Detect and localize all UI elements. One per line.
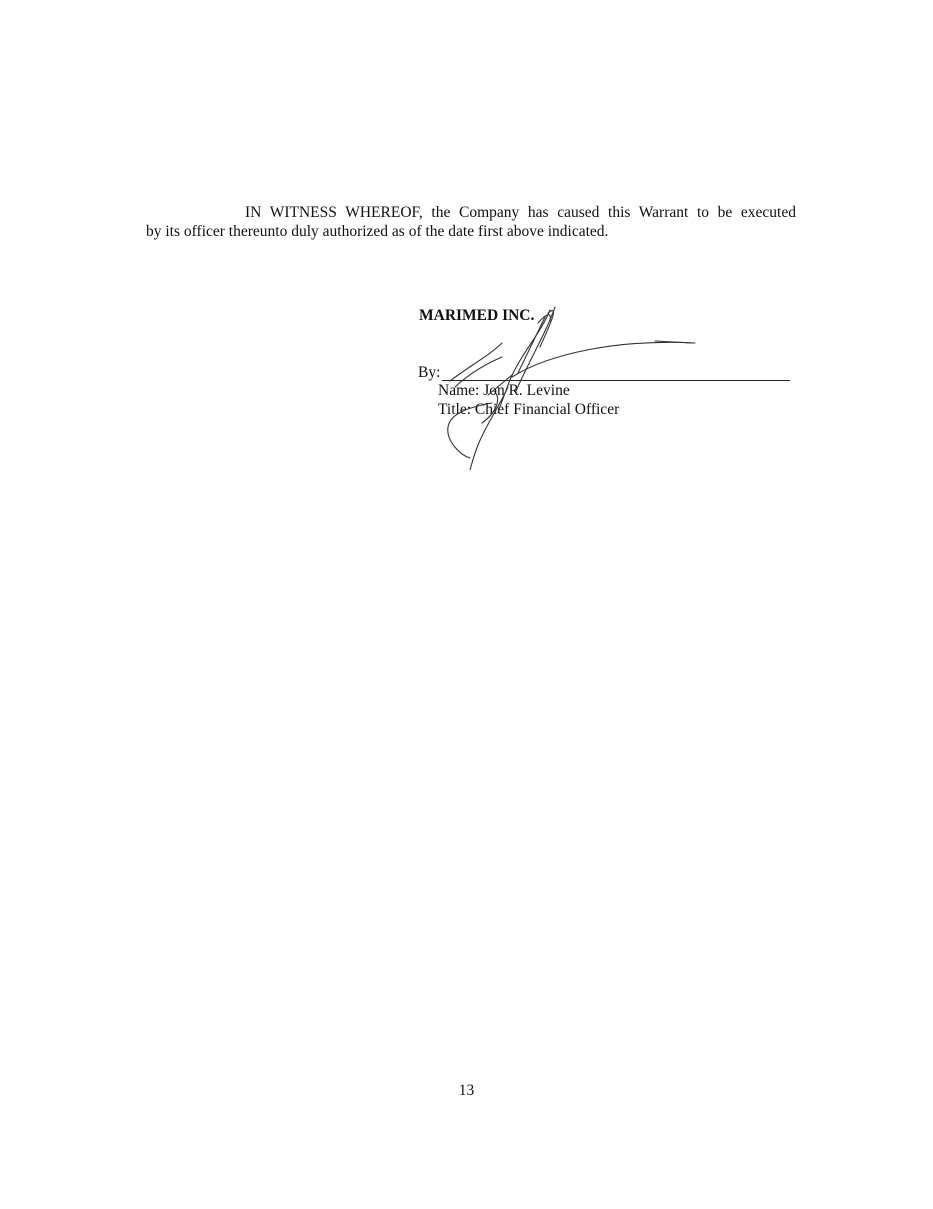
witness-line-2: by its officer thereunto duly authorized as of the date first above indicated. (146, 223, 609, 240)
page-number: 13 (458, 1082, 475, 1099)
witness-paragraph (146, 203, 796, 241)
handwritten-signature (400, 295, 720, 470)
by-label: By: (418, 364, 441, 381)
company-name: MARIMED INC. (419, 307, 535, 324)
signer-name: Name: Jon R. Levine (438, 382, 570, 399)
signer-title: Title: Chief Financial Officer (438, 401, 620, 418)
witness-line-1: IN WITNESS WHEREOF, the Company has caused this Warrant to be executed (245, 204, 796, 221)
